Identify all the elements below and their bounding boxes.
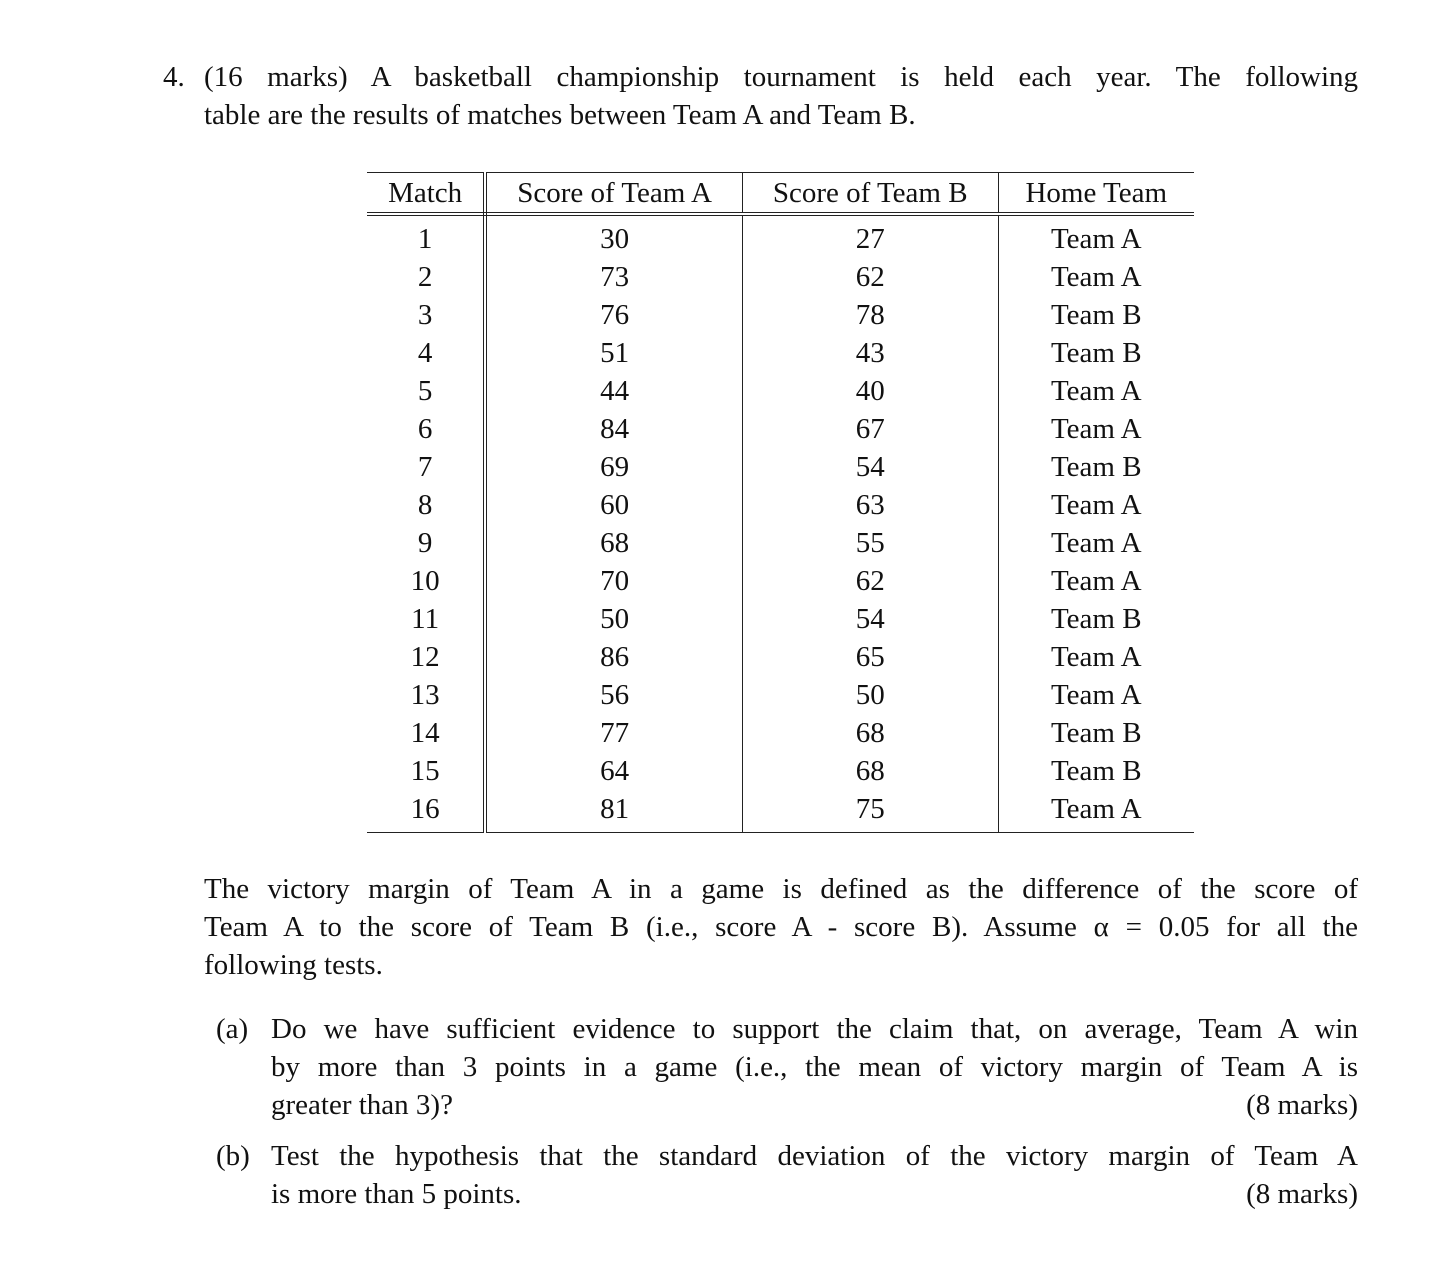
question-parts bbox=[216, 1010, 1358, 1226]
cell-score-a: 68 bbox=[485, 524, 742, 562]
table-body bbox=[367, 214, 1194, 833]
part-a-marks: (8 marks) bbox=[1246, 1089, 1358, 1121]
cell-home-team: Team A bbox=[1050, 565, 1142, 597]
table-row bbox=[367, 676, 1194, 714]
part-b bbox=[216, 1137, 1358, 1213]
cell-score-b: 40 bbox=[742, 372, 998, 410]
cell-score-b: 68 bbox=[742, 714, 998, 752]
cell-score-a: 60 bbox=[485, 486, 742, 524]
paragraph-line-1: The victory margin of Team A in a game is defined as the difference of the score of bbox=[204, 873, 1358, 905]
cell-home-team: Team A bbox=[1050, 527, 1142, 559]
table-row bbox=[367, 372, 1194, 410]
cell-score-a: 44 bbox=[485, 372, 742, 410]
question-line-2: table are the results of matches between Team A and Team B. bbox=[204, 99, 916, 131]
cell-score-b: 50 bbox=[742, 676, 998, 714]
cell-home-team: Team B bbox=[1050, 717, 1142, 749]
cell-score-a: 30 bbox=[485, 214, 742, 258]
cell-score-b: 63 bbox=[742, 486, 998, 524]
results-table-container bbox=[367, 172, 1194, 833]
cell-home-team: Team A bbox=[1050, 489, 1142, 521]
question-header bbox=[163, 58, 1358, 134]
cell-score-b: 27 bbox=[742, 214, 998, 258]
cell-score-b: 43 bbox=[742, 334, 998, 372]
cell-score-a: 76 bbox=[485, 296, 742, 334]
cell-score-a: 81 bbox=[485, 790, 742, 833]
part-a-label: (a) bbox=[216, 1013, 249, 1045]
cell-score-b: 54 bbox=[742, 448, 998, 486]
cell-match: 6 bbox=[367, 410, 485, 448]
part-a bbox=[216, 1010, 1358, 1124]
cell-match: 3 bbox=[367, 296, 485, 334]
part-a-line-1: Do we have sufficient evidence to support the claim that, on average, Team A win bbox=[271, 1013, 1358, 1045]
cell-home-team: Team A bbox=[998, 790, 1194, 833]
cell-match: 5 bbox=[367, 372, 485, 410]
cell-home-team: Team B bbox=[1050, 451, 1142, 483]
table-row bbox=[367, 296, 1194, 334]
cell-score-a: 51 bbox=[485, 334, 742, 372]
results-table bbox=[367, 172, 1194, 833]
cell-match: 12 bbox=[367, 638, 485, 676]
table-row bbox=[367, 790, 1194, 833]
cell-score-a: 64 bbox=[485, 752, 742, 790]
cell-score-b: 62 bbox=[742, 258, 998, 296]
question-line-1: (16 marks) A basketball championship tournament is held each year. The following bbox=[204, 61, 1358, 93]
cell-match: 10 bbox=[367, 562, 485, 600]
cell-score-b: 68 bbox=[742, 752, 998, 790]
table-row bbox=[367, 638, 1194, 676]
cell-home-team: Team B bbox=[1050, 603, 1142, 635]
cell-match: 1 bbox=[367, 214, 485, 258]
cell-match: 9 bbox=[367, 524, 485, 562]
cell-match: 15 bbox=[367, 752, 485, 790]
cell-score-a: 69 bbox=[485, 448, 742, 486]
question-number: 4. bbox=[163, 61, 185, 93]
table-row bbox=[367, 334, 1194, 372]
table-row bbox=[367, 600, 1194, 638]
cell-match: 7 bbox=[367, 448, 485, 486]
table-header-row bbox=[367, 173, 1194, 215]
cell-score-a: 70 bbox=[485, 562, 742, 600]
cell-score-a: 84 bbox=[485, 410, 742, 448]
cell-score-b: 55 bbox=[742, 524, 998, 562]
cell-match: 13 bbox=[367, 676, 485, 714]
cell-match: 14 bbox=[367, 714, 485, 752]
table-row bbox=[367, 214, 1194, 258]
cell-score-a: 86 bbox=[485, 638, 742, 676]
part-a-line-3: greater than 3)? bbox=[271, 1089, 453, 1121]
header-match: Match bbox=[367, 173, 485, 215]
cell-score-a: 77 bbox=[485, 714, 742, 752]
cell-score-a: 73 bbox=[485, 258, 742, 296]
cell-home-team: Team A bbox=[1050, 261, 1142, 293]
cell-match: 4 bbox=[367, 334, 485, 372]
cell-home-team: Team A bbox=[1050, 413, 1142, 445]
cell-home-team: Team A bbox=[1050, 223, 1142, 255]
cell-score-b: 54 bbox=[742, 600, 998, 638]
header-home-team: Home Team bbox=[998, 173, 1194, 215]
table-row bbox=[367, 448, 1194, 486]
cell-score-b: 62 bbox=[742, 562, 998, 600]
table-row bbox=[367, 486, 1194, 524]
table-row bbox=[367, 752, 1194, 790]
cell-home-team: Team A bbox=[1050, 375, 1142, 407]
cell-match: 2 bbox=[367, 258, 485, 296]
cell-score-a: 50 bbox=[485, 600, 742, 638]
cell-home-team: Team B bbox=[1050, 337, 1142, 369]
cell-home-team: Team A bbox=[1050, 641, 1142, 673]
part-a-line-2: by more than 3 points in a game (i.e., the mean of victory margin of Team A is bbox=[271, 1051, 1358, 1083]
part-b-line-2: is more than 5 points. bbox=[271, 1178, 522, 1210]
cell-home-team: Team A bbox=[1050, 679, 1142, 711]
cell-match: 11 bbox=[367, 600, 485, 638]
cell-score-b: 78 bbox=[742, 296, 998, 334]
cell-match: 16 bbox=[367, 790, 485, 833]
table-row bbox=[367, 258, 1194, 296]
header-score-b: Score of Team B bbox=[742, 173, 998, 215]
definition-paragraph bbox=[204, 870, 1358, 984]
cell-home-team: Team B bbox=[1050, 755, 1142, 787]
cell-home-team: Team B bbox=[1050, 299, 1142, 331]
part-b-line-1: Test the hypothesis that the standard deviation of the victory margin of Team A bbox=[271, 1140, 1358, 1172]
cell-score-b: 67 bbox=[742, 410, 998, 448]
table-row bbox=[367, 410, 1194, 448]
cell-score-b: 65 bbox=[742, 638, 998, 676]
table-row bbox=[367, 562, 1194, 600]
table-row bbox=[367, 524, 1194, 562]
cell-score-a: 56 bbox=[485, 676, 742, 714]
paragraph-line-3: following tests. bbox=[204, 949, 383, 981]
part-b-label: (b) bbox=[216, 1140, 250, 1172]
table-row bbox=[367, 714, 1194, 752]
cell-match: 8 bbox=[367, 486, 485, 524]
header-score-a: Score of Team A bbox=[485, 173, 742, 215]
paragraph-line-2: Team A to the score of Team B (i.e., score A - score B). Assume α = 0.05 for all the bbox=[204, 911, 1358, 943]
part-b-marks: (8 marks) bbox=[1246, 1178, 1358, 1210]
cell-score-b: 75 bbox=[742, 790, 998, 833]
